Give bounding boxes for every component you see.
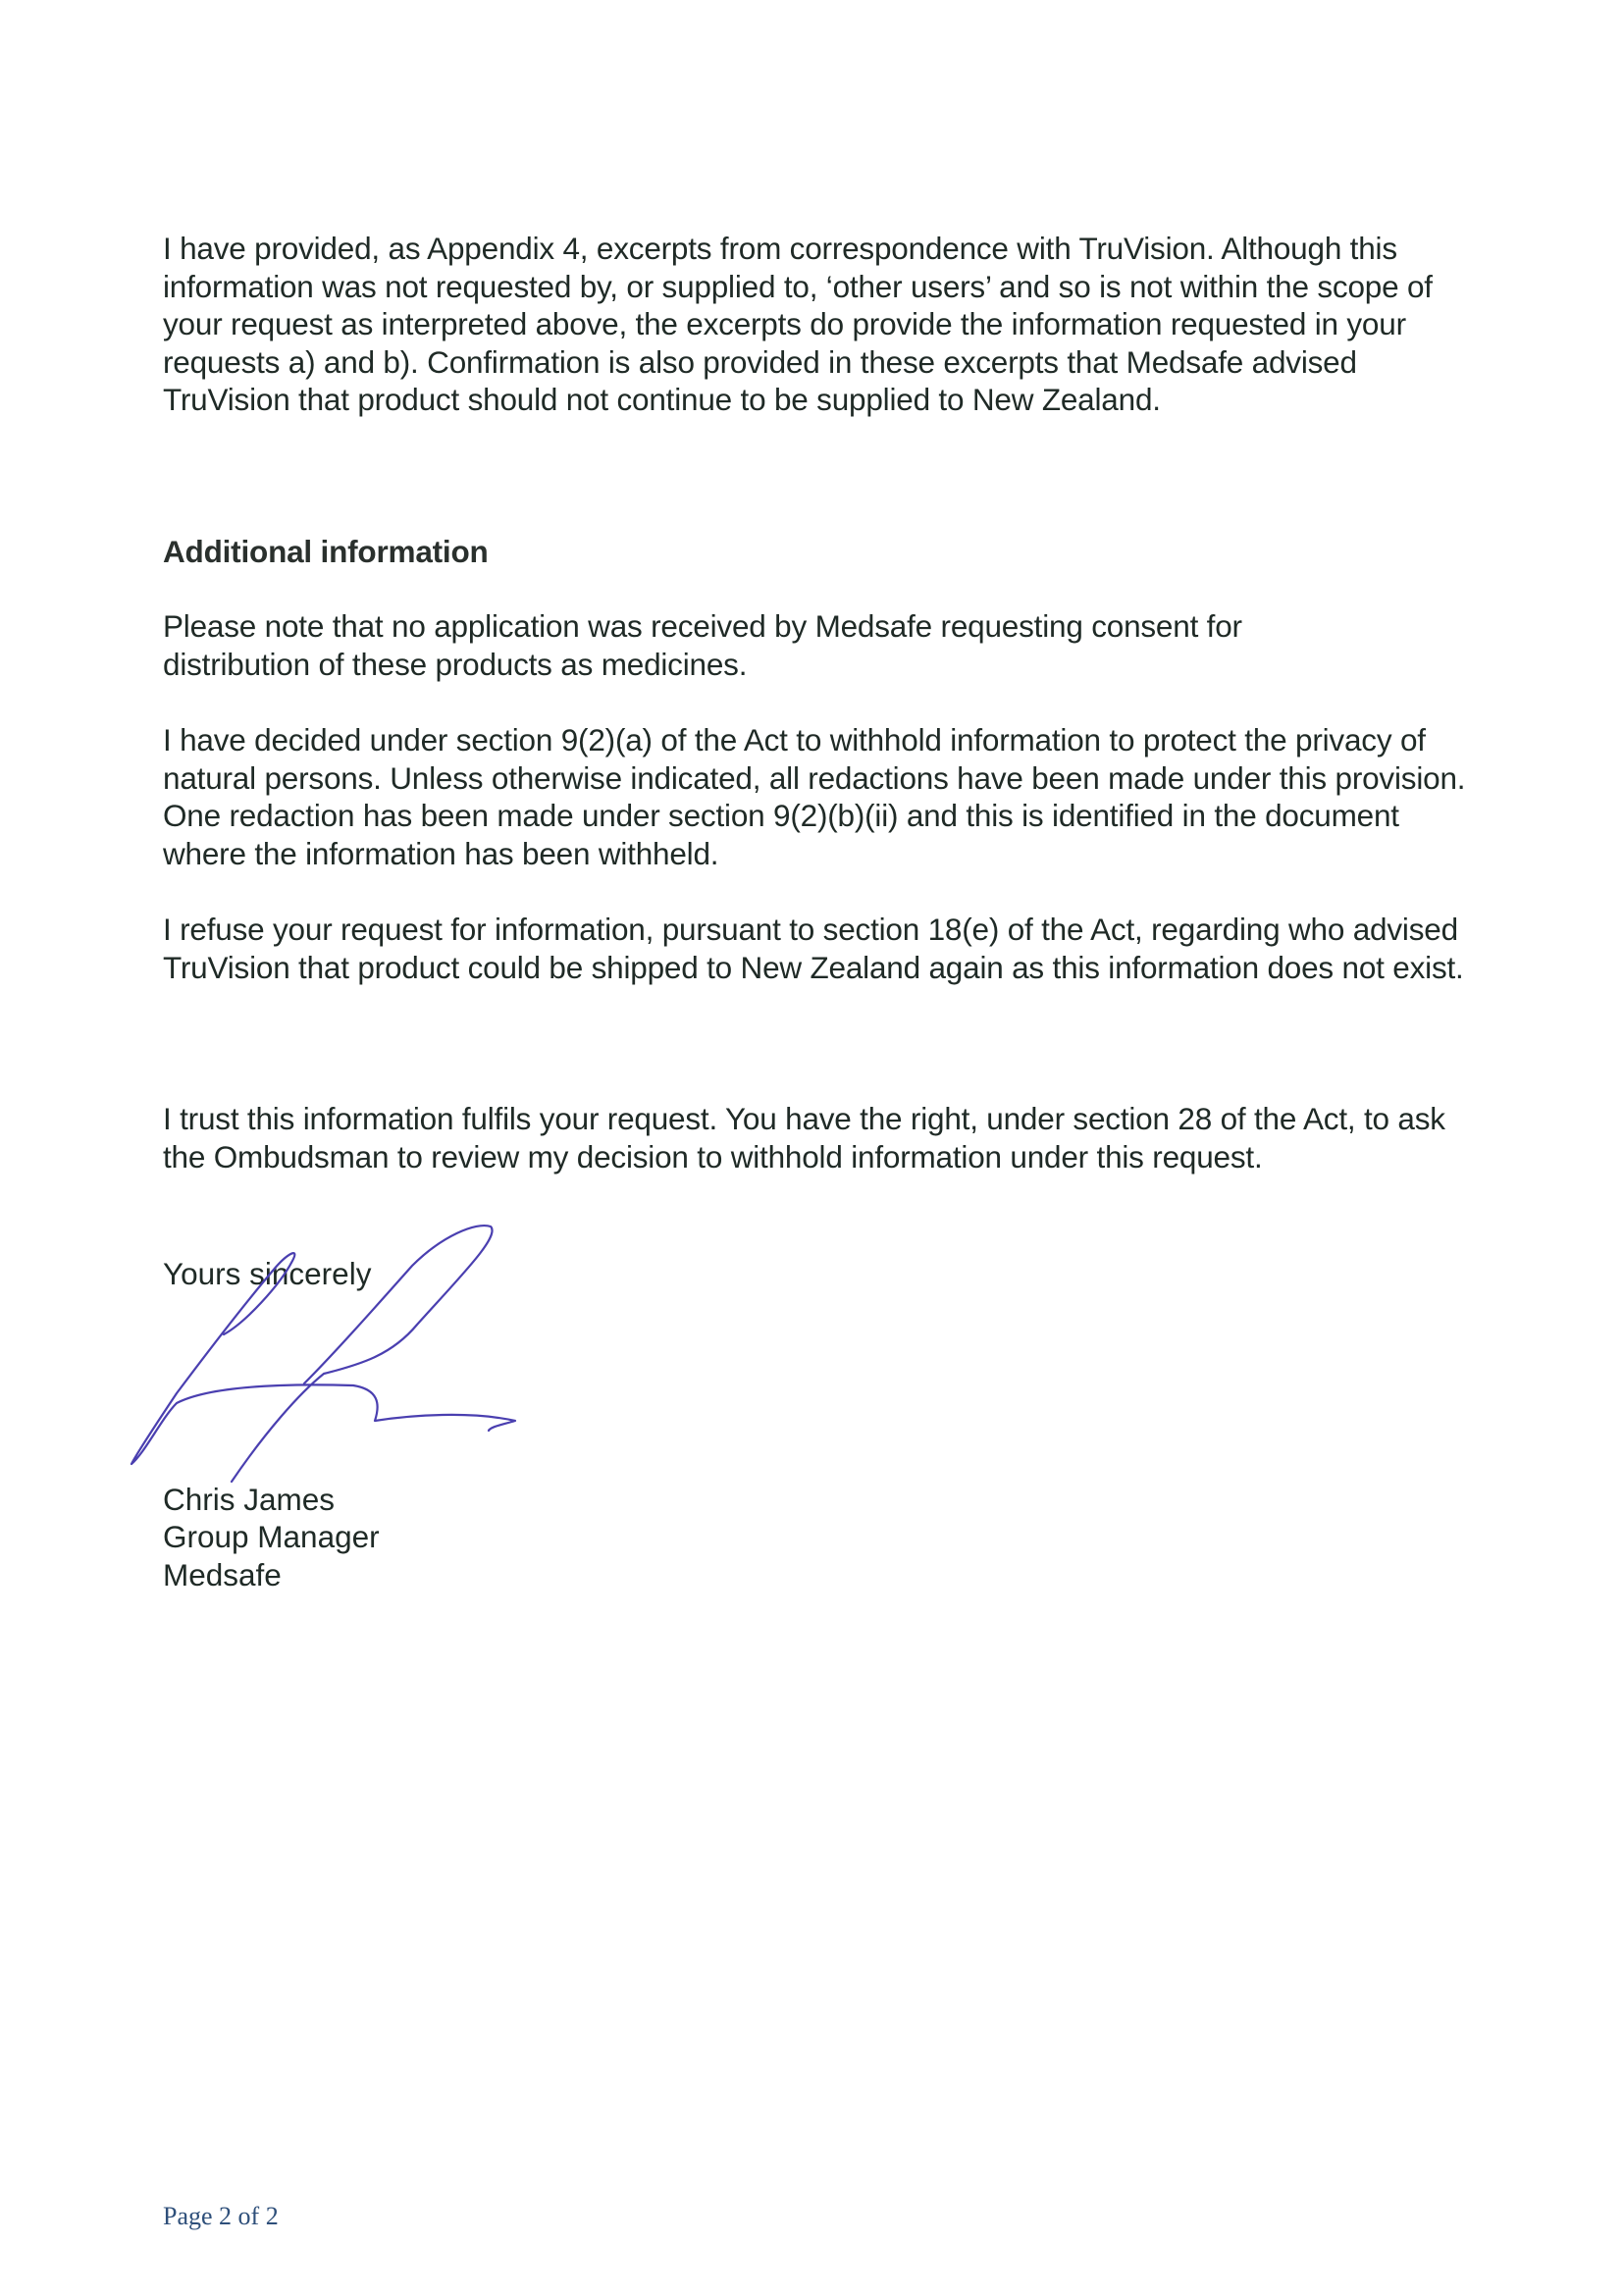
salutation: Yours sincerely (163, 1256, 372, 1291)
signatory-title: Group Manager (163, 1519, 380, 1554)
appendix-paragraph: I have provided, as Appendix 4, excerpts from correspondence with TruVision. Although this information was not requested by, or supplied to, ‘other users’ and so is not within the scope of your request as interpreted above, the excerpts do provide the information requested in your requests a) and b). Confirmation is also provided in these excerpts that Medsafe advised TruVision that product should not continue to be supplied to New Zealand. (163, 231, 1433, 417)
page-number: Page 2 of 2 (163, 2202, 279, 2230)
closing-paragraph: I trust this information fulfils your request. You have the right, under section 28 of the Act, to ask the Ombudsman to review my decision to withhold information under this request. (163, 1101, 1445, 1174)
withholding-paragraph: I have decided under section 9(2)(a) of the Act to withhold information to protect the privacy of natural persons. Unless otherwise indicated, all redactions have been made under this provision. One redaction has been made under section 9(2)(b)(ii) and this is identified in the document where the information has been withheld. (163, 722, 1466, 871)
signatory-name: Chris James (163, 1482, 336, 1517)
section-heading-additional-information: Additional information (163, 534, 489, 569)
no-application-paragraph: Please note that no application was received by Medsafe requesting consent for distribution of these products as medicines. (163, 608, 1242, 682)
refusal-paragraph: I refuse your request for information, pursuant to section 18(e) of the Act, regarding who advised TruVision that product could be shipped to New Zealand again as this information does not exist. (163, 912, 1464, 985)
signatory-organisation: Medsafe (163, 1557, 282, 1592)
